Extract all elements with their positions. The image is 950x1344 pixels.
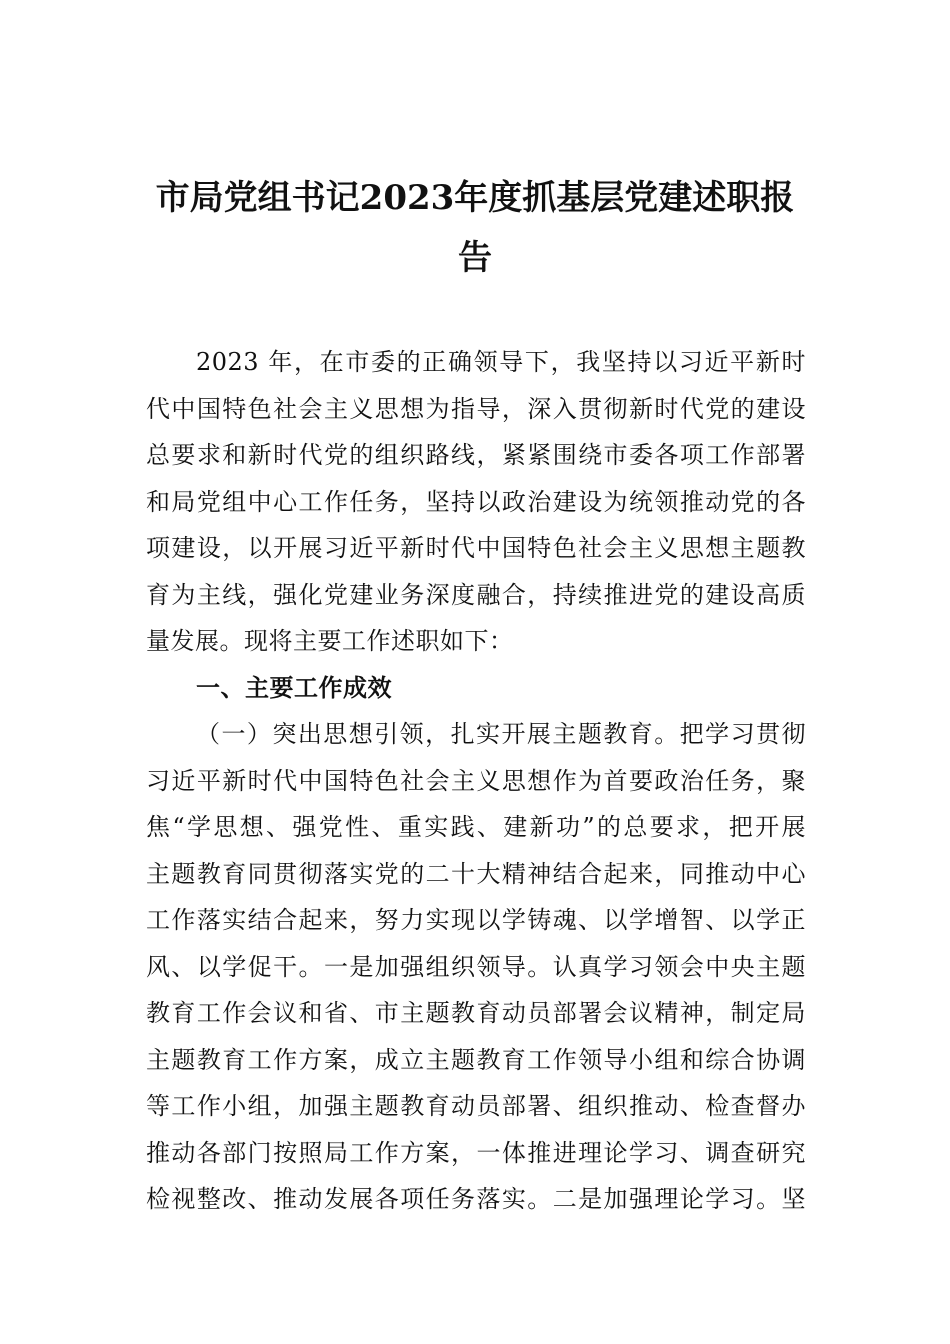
paragraph-line: 代中国特色社会主义思想为指导，深入贯彻新时代党的建设 — [146, 394, 806, 423]
paragraph-line: 项建设，以开展习近平新时代中国特色社会主义思想主题教 — [146, 534, 806, 562]
paragraph-line: 总要求和新时代党的组织路线，紧紧围绕市委各项工作部署 — [146, 441, 806, 469]
paragraph-line: 2023 年，在市委的正确领导下，我坚持以习近平新时 — [196, 348, 806, 376]
paragraph-line: 育为主线，强化党建业务深度融合，持续推进党的建设高质 — [146, 580, 806, 609]
paragraph-line: 主题教育工作方案，成立主题教育工作领导小组和综合协调 — [146, 1045, 806, 1074]
section-heading: 一、主要工作成效 — [196, 673, 392, 702]
paragraph-line: 量发展。现将主要工作述职如下： — [146, 627, 514, 655]
paragraph-line: 教育工作会议和省、市主题教育动员部署会议精神，制定局 — [146, 999, 806, 1027]
section-paragraph — [146, 711, 806, 1223]
paragraph-line: 习近平新时代中国特色社会主义思想作为首要政治任务，聚 — [146, 766, 806, 795]
paragraph-line: 推动各部门按照局工作方案，一体推进理论学习、调查研究 — [146, 1138, 806, 1167]
paragraph-line: 等工作小组，加强主题教育动员部署、组织推动、检查督办 — [146, 1092, 806, 1120]
paragraph-line: 工作落实结合起来，努力实现以学铸魂、以学增智、以学正 — [146, 906, 806, 934]
paragraph-line: 主题教育同贯彻落实党的二十大精神结合起来，同推动中心 — [146, 859, 806, 888]
document-title — [140, 168, 810, 288]
paragraph-line: 检视整改、推动发展各项任务落实。二是加强理论学习。坚 — [146, 1185, 806, 1213]
title-line-2: 告 — [458, 238, 492, 278]
intro-paragraph — [146, 339, 806, 665]
paragraph-line: 焦“学思想、强党性、重实践、建新功”的总要求，把开展 — [146, 813, 806, 841]
document-body — [146, 339, 806, 1223]
paragraph-line: 和局党组中心工作任务，坚持以政治建设为统领推动党的各 — [146, 487, 806, 516]
paragraph-line: 风、以学促干。一是加强组织领导。认真学习领会中央主题 — [146, 952, 806, 981]
paragraph-line: （一）突出思想引领，扎实开展主题教育。把学习贯彻 — [196, 720, 806, 748]
title-line-1: 市局党组书记2023年度抓基层党建述职报 — [155, 178, 795, 218]
